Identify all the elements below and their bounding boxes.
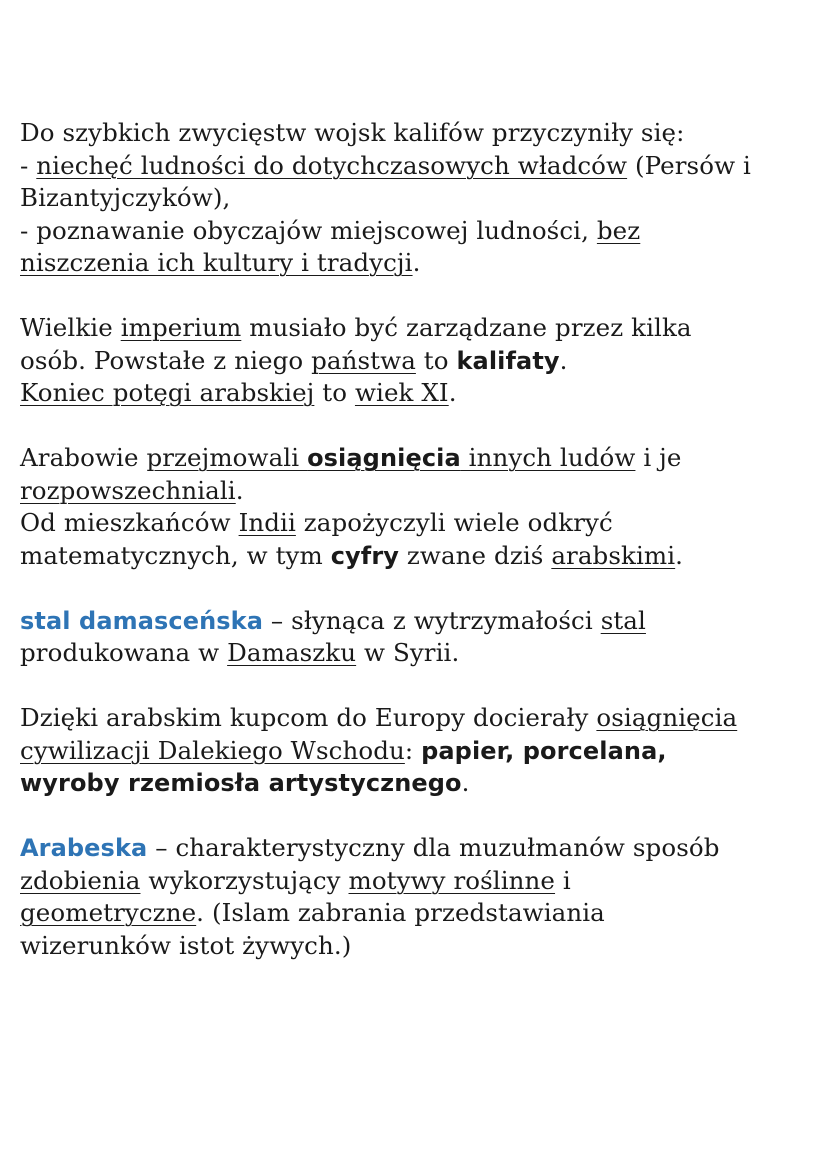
paragraph-arabesque (20, 832, 815, 962)
text-line: wyroby rzemiosła artystycznego. (20, 768, 470, 797)
text-line: Arabowie przejmowali osiągnięcia innych ludów i je (20, 443, 682, 472)
paragraph-arab-achievements (20, 442, 815, 572)
underlined-phrase: cywilizacji Dalekiego Wschodu (20, 735, 405, 765)
underlined-phrase: arabskimi (551, 540, 676, 570)
underlined-phrase: wiek XI (354, 378, 449, 407)
note-page (20, 117, 815, 995)
underlined-phrase: Damaszku (227, 638, 357, 667)
text-line: geometryczne. (Islam zabrania przedstawiania (20, 898, 605, 927)
underlined-phrase: Indii (238, 508, 296, 537)
text-line: matematycznych, w tym cyfry zwane dziś arabskimi. (20, 540, 684, 570)
text-line: Do szybkich zwycięstw wojsk kalifów przyczyniły się: (20, 118, 685, 147)
text-line: stal damasceńska – słynąca z wytrzymałości stal (20, 605, 646, 635)
text-line: osób. Powstałe z niego państwa to kalifaty. (20, 345, 568, 375)
underlined-phrase: geometryczne (20, 898, 197, 927)
text-line: cywilizacji Dalekiego Wschodu: papier, porcelana, (20, 735, 667, 765)
bold-keyword: cyfry (330, 541, 399, 570)
paragraph-caliphs-victories (20, 117, 815, 280)
text-line: wizerunków istot żywych.) (20, 930, 352, 960)
text-line: Koniec potęgi arabskiej to wiek XI. (20, 378, 457, 407)
underlined-phrase: zdobienia (20, 865, 141, 895)
underlined-phrase: rozpowszechniali (20, 475, 236, 505)
paragraph-far-east-trade (20, 702, 815, 800)
underlined-phrase: przejmowali osiągnięcia innych ludów (146, 443, 636, 472)
text-line: Dzięki arabskim kupcom do Europy docierały osiągnięcia (20, 703, 738, 732)
text-line: - niechęć ludności do dotychczasowych władców (Persów i (20, 150, 751, 180)
underlined-phrase: motywy roślinne (348, 865, 556, 895)
underlined-phrase: państwa (311, 345, 416, 375)
bold-keyword: osiągnięcia (307, 444, 461, 472)
text-line: produkowana w Damaszku w Syrii. (20, 638, 460, 667)
paragraph-caliphates (20, 312, 815, 410)
text-line: zdobienia wykorzystujący motywy roślinne i (20, 865, 571, 895)
underlined-phrase: niszczenia ich kultury i tradycji (20, 248, 413, 277)
underlined-phrase: imperium (120, 313, 242, 342)
paragraph-damascus-steel (20, 605, 815, 670)
text-line: Od mieszkańców Indii zapożyczyli wiele odkryć (20, 508, 613, 537)
term-heading: stal damasceńska (20, 606, 264, 635)
bold-keyword: wyroby rzemiosła artystycznego (20, 769, 462, 797)
underlined-phrase: Koniec potęgi arabskiej (20, 378, 315, 407)
text-line: - poznawanie obyczajów miejscowej ludności, bez (20, 215, 641, 245)
text-line: niszczenia ich kultury i tradycji. (20, 248, 421, 277)
text-line: Arabeska – charakterystyczny dla muzułmanów sposób (20, 833, 720, 862)
underlined-phrase: bez (596, 215, 641, 245)
bold-keyword: kalifaty (456, 346, 560, 375)
underlined-phrase: niechęć ludności do dotychczasowych władców (36, 150, 628, 180)
underlined-phrase: osiągnięcia (596, 703, 738, 732)
term-heading: Arabeska (20, 834, 148, 862)
underlined-phrase: stal (600, 605, 646, 635)
bold-keyword: papier, porcelana, (421, 736, 667, 765)
text-line: Wielkie imperium musiało być zarządzane przez kilka (20, 313, 692, 342)
text-line: rozpowszechniali. (20, 475, 244, 505)
text-line: Bizantyjczyków), (20, 183, 231, 212)
